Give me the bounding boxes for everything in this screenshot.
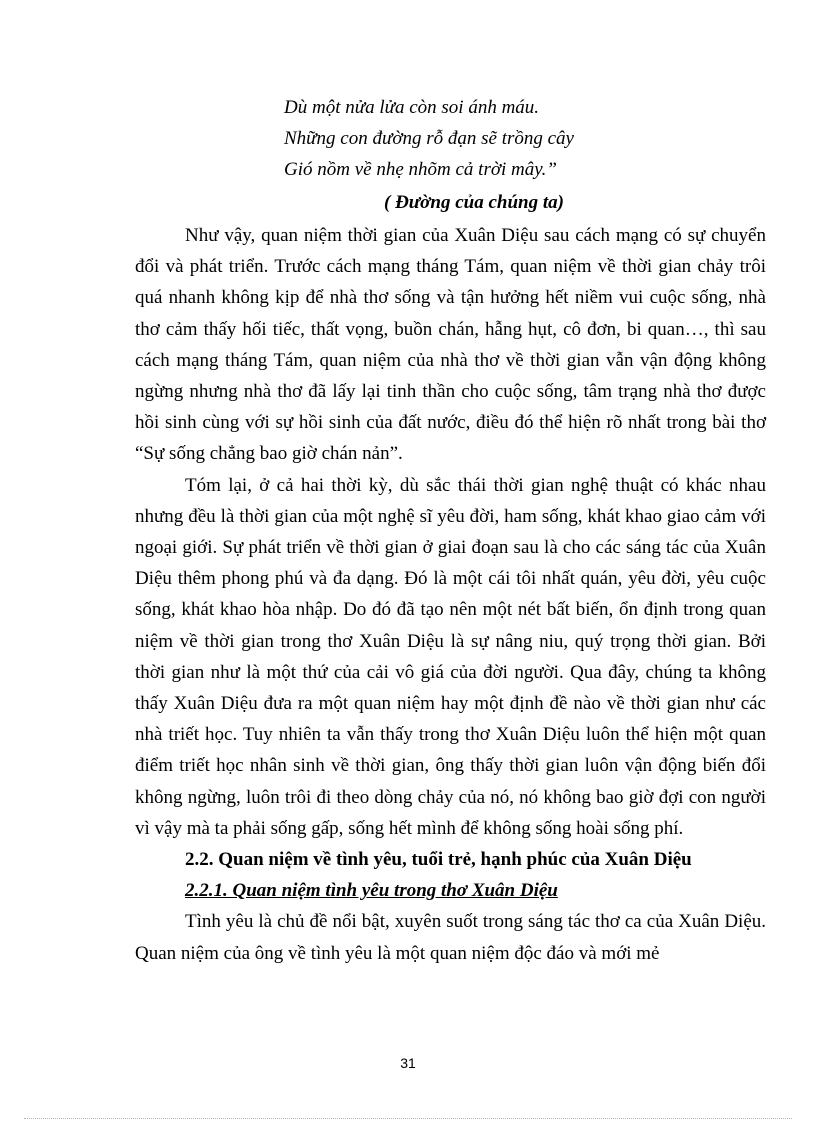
section-heading: 2.2. Quan niệm về tình yêu, tuổi trẻ, hạnh phúc của Xuân Diệu [185, 849, 692, 871]
poem-source: ( Đường của chúng ta) [384, 192, 564, 213]
paragraph: Như vậy, quan niệm thời gian của Xuân Diệu sau cách mạng có sự chuyển đổi và phát triển. Trước cách mạng tháng Tám, quan niệm về thời gian chảy trôi quá nhanh không kịp để nhà thơ sống và tận hưởng hết niềm vui cuộc sống, nhà thơ cảm thấy hối tiếc, thất vọng, buồn chán, hẫng hụt, cô đơn, bi quan…, thì sau cách mạng tháng Tám, quan niệm của nhà thơ về thời gian vẫn vận động không ngừng nhưng nhà thơ đã lấy lại tinh thần cho cuộc sống, tâm trạng nhà thơ được hồi sinh cùng với sự hồi sinh của đất nước, điều đó thể hiện rõ nhất trong bài thơ “Sự sống chẳng bao giờ chán nản”. [135, 225, 766, 465]
paragraph: Tình yêu là chủ đề nổi bật, xuyên suốt trong sáng tác thơ ca của Xuân Diệu. Quan niệm của ông về tình yêu là một quan niệm độc đáo và mới mẻ [135, 911, 766, 964]
paragraph: Tóm lại, ở cả hai thời kỳ, dù sắc thái thời gian nghệ thuật có khác nhau nhưng đều là thời gian của một nghệ sĩ yêu đời, ham sống, khát khao giao cảm với ngoại giới. Sự phát triển về thời gian ở giai đoạn sau là cho các sáng tác của Xuân Diệu thêm phong phú và đa dạng. Đó là một cái tôi nhất quán, yêu đời, yêu cuộc sống, khát khao hòa nhập. Do đó đã tạo nên một nét bất biến, ổn định trong quan niệm về thời gian trong thơ Xuân Diệu là sự nâng niu, quý trọng thời gian. Bởi thời gian như là một thứ của cải vô giá của đời người. Qua đây, chúng ta không thấy Xuân Diệu đưa ra một quan niệm hay một định đề nào về thời gian như các nhà triết học. Tuy nhiên ta vẫn thấy trong thơ Xuân Diệu luôn thể hiện một quan điểm triết học nhân sinh về thời gian, ông thấy thời gian luôn vận động biến đổi không ngừng, luôn trôi đi theo dòng chảy của nó, nó không bao giờ đợi con người vì vậy mà ta phải sống gấp, sống hết mình để không sống hoài sống phí. [135, 474, 766, 839]
poem-line: Gió nồm về nhẹ nhõm cả trời mây.” [284, 159, 557, 180]
poem-excerpt [284, 92, 744, 185]
footer-divider [24, 1118, 792, 1119]
page-number: 31 [400, 1055, 416, 1071]
poem-line: Những con đường rỗ đạn sẽ trồng cây [284, 128, 574, 149]
subsection-heading: 2.2.1. Quan niệm tình yêu trong thơ Xuân Diệu [185, 880, 558, 902]
poem-line: Dù một nửa lửa còn soi ánh máu. [284, 97, 540, 118]
body-text [135, 220, 766, 969]
